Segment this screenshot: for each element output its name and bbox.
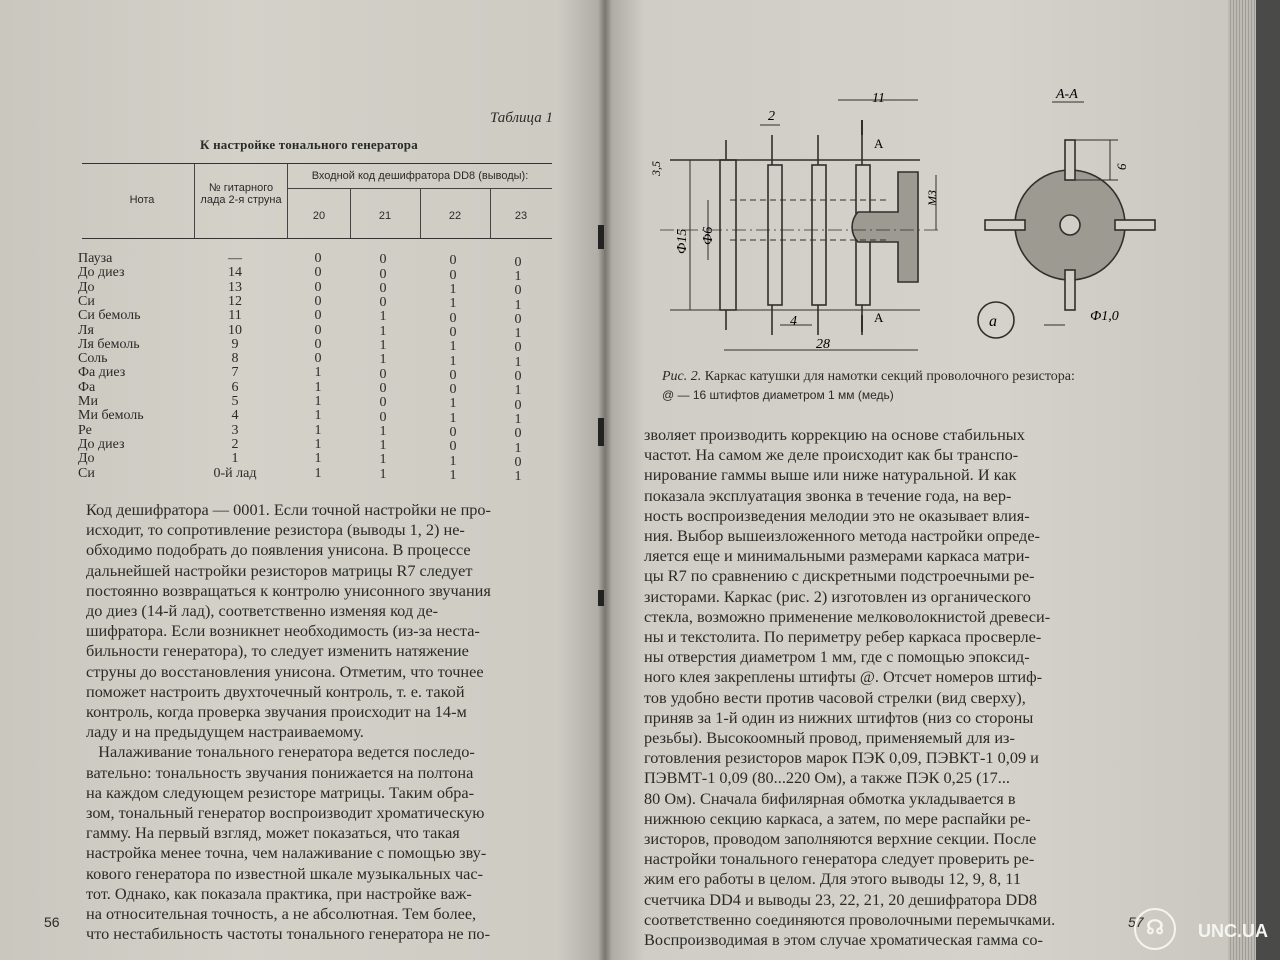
text-line: бильности генератора), то следует изменить натяжение [86,641,469,661]
column-divider [194,164,195,238]
table-cell-fret: 6 [231,379,239,395]
table-cell-fret: 10 [228,322,242,338]
text-line: настройки тонального генератора следует проверить ре- [644,849,1035,869]
fig-dim-6: 6 [1114,163,1129,170]
table-cell-fret: 9 [231,336,239,352]
text-line: ляется еще и минимальными размерами каркаса матри- [644,546,1030,566]
text-line: ного клея закреплены штифты @. Отсчет номеров штиф- [644,667,1043,687]
table-cell-code: 1 [314,422,322,438]
header-pin-22: 22 [448,210,462,222]
table-cell-code: 0 [314,265,322,281]
table-title: К настройке тонального генератора [200,137,418,152]
table-row-note: Ля бемоль [78,336,140,352]
table-cell-code: 1 [379,323,387,339]
text-line: контроль, когда проверка звучания происходит на 14-м [86,702,467,722]
table-row-note: Си [78,465,95,481]
bookmark-tab [598,418,604,446]
fig-dim-m3: МЗ [925,190,939,206]
text-line: резьбы). Высокоомный провод, применяемый для из- [644,728,1015,748]
text-line: счетчика DD4 и выводы 23, 22, 21, 20 дешифратора DD8 [644,889,1037,909]
page-number-right: 57 [1128,914,1144,930]
text-line: на каждом следующем резисторе матрицы. Таким обра- [86,782,475,802]
table-cell-code: 0 [314,251,322,266]
header-pin-23: 23 [514,210,528,222]
table-cell-code: 1 [449,396,457,412]
fig-dim-11: 11 [872,91,885,106]
table-row-note: Ми бемоль [78,408,144,424]
text-line: настройка менее точна, чем налаживание с помощью зву- [86,843,487,863]
left-page [0,0,606,960]
fig-dim-28: 28 [816,337,830,352]
table-row-note: Си бемоль [78,308,141,324]
table-cell-code: 0 [514,454,522,470]
text-line: тов удобно вести против часовой стрелки (вид сверху), [644,687,1026,707]
table-row-note: До диез [78,265,125,281]
fig-label-a: а [989,313,997,330]
table-cell-code: 0 [314,351,322,367]
table-row-note: До [78,451,95,467]
text-line: кового генератора по известной шкале музыкальных час- [86,863,484,883]
fig-dim-3-5: 3,5 [649,161,663,176]
text-line: показала эксплуатация звонка в течение года, на вер- [644,485,1012,505]
text-line: обходимо подобрать до появления унисона. В процессе [86,540,471,560]
text-line: жим его работы в целом. Для этого выводы 12, 9, 8, 11 [644,869,1021,889]
table-cell-code: 0 [449,439,457,455]
table-cell-code: 1 [379,338,387,353]
gutter-shadow [598,0,612,960]
table-cell-code: 0 [449,425,457,440]
table-cell-code: 1 [314,465,322,481]
text-line: ПЭВМТ-1 0,09 (80...220 Ом), а также ПЭК 0,25 (17... [644,768,1011,788]
table-cell-fret: — [228,251,242,266]
table-cell-code: 0 [379,395,387,411]
text-line: до диез (14-й лад), соответственно изменяя код де- [86,601,439,621]
header-divider [287,188,552,189]
table-cell-code: 1 [449,353,457,369]
text-line: зисторами. Каркас (рис. 2) изготовлен из органического [644,586,1031,606]
watermark-logo: ☊ [1134,908,1176,950]
table-cell-code: 0 [379,409,387,425]
table-row-note: Фа диез [78,365,126,381]
table-cell-fret: 14 [228,265,242,281]
fig-dim-4: 4 [790,314,797,329]
table-cell-code: 0 [379,280,387,296]
table-cell-code: 1 [314,394,322,409]
table-cell-code: 1 [514,297,522,313]
table-cell-fret: 5 [231,394,239,409]
text-line: частот. На самом же деле происходит как бы транспо- [644,445,1019,465]
text-line: исходит, то сопротивление резистора (выводы 1, 2) не- [86,520,465,540]
text-line: зволяет производить коррекцию на основе стабильных [644,425,1025,444]
table-cell-code: 0 [379,366,387,382]
header-note: Нота [129,194,155,206]
fig-dim-d6: Ф6 [701,226,716,245]
table-cell-code: 1 [514,326,522,342]
table-row-note: Пауза [78,251,113,266]
text-line: Воспроизводимая в этом случае хроматическая гамма со- [644,930,1043,950]
table-cell-code: 1 [449,339,457,355]
table-cell-code: 1 [449,296,457,312]
table-cell-code: 1 [449,453,457,469]
table-row-note: До [78,279,95,295]
table-cell-code: 1 [449,282,457,297]
right-body-text [644,425,1055,950]
table-cell-fret: 8 [231,351,239,367]
table-cell-fret: 0-й лад [213,465,257,481]
text-line: ния. Выбор вышеизложенного метода настройки опреде- [644,526,1040,546]
bookmark-tab [598,225,604,249]
table-cell-fret: 1 [231,451,239,467]
fig-section-label: А-А [1056,87,1078,102]
table-cell-code: 0 [514,254,522,270]
header-input-code: Входной код дешифратора DD8 (выводы): [311,170,529,182]
table-cell-code: 1 [314,365,322,381]
table-cell-code: 1 [314,408,322,424]
bookmark-tab [598,590,604,606]
text-line: ность воспроизведения мелодии это не оказывает влия- [644,505,1030,525]
table-cell-code: 1 [379,352,387,368]
text-line: ны отверстия диаметром 1 мм, где с помощью эпоксид- [644,647,1030,667]
text-line: вательно: тональность звучания понижается на полтона [86,762,474,782]
table-cell-code: 1 [514,383,522,399]
header-fret: № гитарного лада 2-я струна [200,182,282,206]
table-cell-code: 1 [379,423,387,439]
text-line: нирование гаммы выше или ниже натуральной. И как [644,465,1017,485]
table-cell-code: 0 [314,322,322,338]
table-row-note: До диез [78,436,125,452]
table-cell-fret: 3 [231,422,239,438]
fig-dim-d1: Ф1,0 [1090,309,1119,324]
table-cell-code: 0 [379,380,387,396]
table-row-note: Фа [78,379,96,395]
table-cell-code: 0 [314,279,322,295]
text-line: дальнейшей настройки резисторов матрицы R7 следует [86,560,473,580]
table-cell-fret: 4 [231,408,239,424]
table-cell-code: 1 [379,466,387,482]
figure-caption [662,368,1075,405]
table-cell-code: 0 [514,426,522,442]
table-cell-code: 1 [314,436,322,452]
fig-section-a-bottom: А [874,310,884,325]
table-cell-fret: 11 [228,308,242,324]
table-cell-code: 1 [514,268,522,284]
text-line: ны и текстолита. По периметру ребер каркаса просверле- [644,627,1042,647]
text-line: поможет настроить двухточечный контроль, т. е. такой [86,681,465,701]
table-cell-code: 1 [314,451,322,467]
table-header-frame [82,163,552,239]
text-line: что нестабильность частоты тонального генератора не по- [86,924,490,944]
text-line: Налаживание тонального генератора ведется последо- [86,742,475,762]
text-line: 80 Ом). Сначала бифилярная обмотка укладывается в [644,788,1016,808]
table-cell-code: 1 [514,354,522,370]
table-cell-code: 0 [449,310,457,326]
header-pin-20: 20 [312,210,326,222]
table-row-note: Ми [78,394,98,409]
text-line: постоянно возвращаться к контролю унисонного звучания [86,580,491,600]
table-cell-code: 0 [379,252,387,268]
table-row-note: Си [78,293,95,309]
left-body-text [86,500,491,944]
table-cell-code: 1 [514,469,522,485]
table-cell-code: 0 [449,253,457,269]
text-line: цы R7 по сравнению с дискретными подстроечными ре- [644,566,1035,586]
table-cell-code: 1 [514,411,522,427]
table-cell-fret: 12 [228,293,242,309]
table-cell-code: 0 [449,324,457,340]
text-line: ладу и на предыдущем настраиваемому. [86,722,364,742]
text-line: зом, тональный генератор воспроизводит хроматическую [86,803,485,823]
table-cell-code: 1 [314,379,322,395]
table-cell-code: 0 [514,283,522,299]
table-cell-code: 0 [514,369,522,384]
table-cell-code: 0 [514,311,522,327]
table-cell-code: 0 [449,367,457,383]
table-label: Таблица 1 [490,110,553,126]
fig-section-a-top: А [874,136,884,151]
table-cell-code: 0 [314,336,322,352]
fig-dim-2: 2 [768,109,775,124]
table-cell-code: 0 [379,266,387,282]
text-line: приняв за 1-й один из нижних штифтов (низ со стороны [644,707,1034,727]
table-cell-code: 0 [514,397,522,413]
text-line: шифратора. Если возникнет необходимость (из-за неста- [86,621,480,641]
table-cell-code: 0 [449,267,457,283]
table-row-note: Ля [78,322,94,338]
table-row-note: Соль [78,351,108,367]
text-line: соответственно соединяются проволочными перемычками. [644,909,1056,929]
table-cell-code: 0 [314,308,322,324]
page-number-left: 56 [44,914,60,930]
header-pin-21: 21 [378,210,392,222]
fig-dim-d15: Ф15 [675,228,690,254]
caption-lead: Рис. 2. [662,369,702,384]
text-line: нижнюю секцию каркаса, а затем, по мере распайки ре- [644,808,1031,828]
table-cell-code: 1 [449,467,457,483]
page-edges [1228,0,1256,960]
table-cell-fret: 2 [231,436,239,452]
text-line: струны до восстановления унисона. Отметим, что точнее [86,661,484,681]
table-cell-code: 0 [379,295,387,311]
table-cell-code: 1 [379,309,387,325]
figure-coil-frame [640,80,1160,365]
table-cell-code: 0 [514,340,522,356]
text-line: на относительная точность, а не абсолютная. Тем более, [86,904,477,924]
text-line: тот. Однако, как показала практика, при настройке важ- [86,883,472,903]
text-line: готовления резисторов марок ПЭК 0,09, ПЭВКТ-1 0,09 и [644,748,1039,768]
table-cell-code: 0 [449,382,457,398]
text-line: стекла, возможно применение мелковолокнистой древеси- [644,606,1051,626]
table-cell-code: 1 [379,452,387,468]
caption-line2: @ — 16 штифтов диаметром 1 мм (медь) [662,388,894,402]
text-line: зисторов, проводом заполняются верхние секции. После [644,829,1037,849]
table-cell-fret: 7 [231,365,239,381]
caption-text: Каркас катушки для намотки секций проволочного резистора: [701,369,1075,384]
text-line: гамму. На первый взгляд, может показаться, что такая [86,823,460,843]
table-cell-code: 0 [314,293,322,309]
table-cell-code: 1 [514,440,522,456]
table-row-note: Ре [78,422,92,438]
table-cell-code: 1 [449,410,457,426]
watermark-text: UNC.UA [1198,921,1268,941]
table-cell-fret: 13 [228,279,242,295]
text-line: Код дешифратора — 0001. Если точной настройки не про- [86,500,491,519]
table-cell-code: 1 [379,438,387,454]
